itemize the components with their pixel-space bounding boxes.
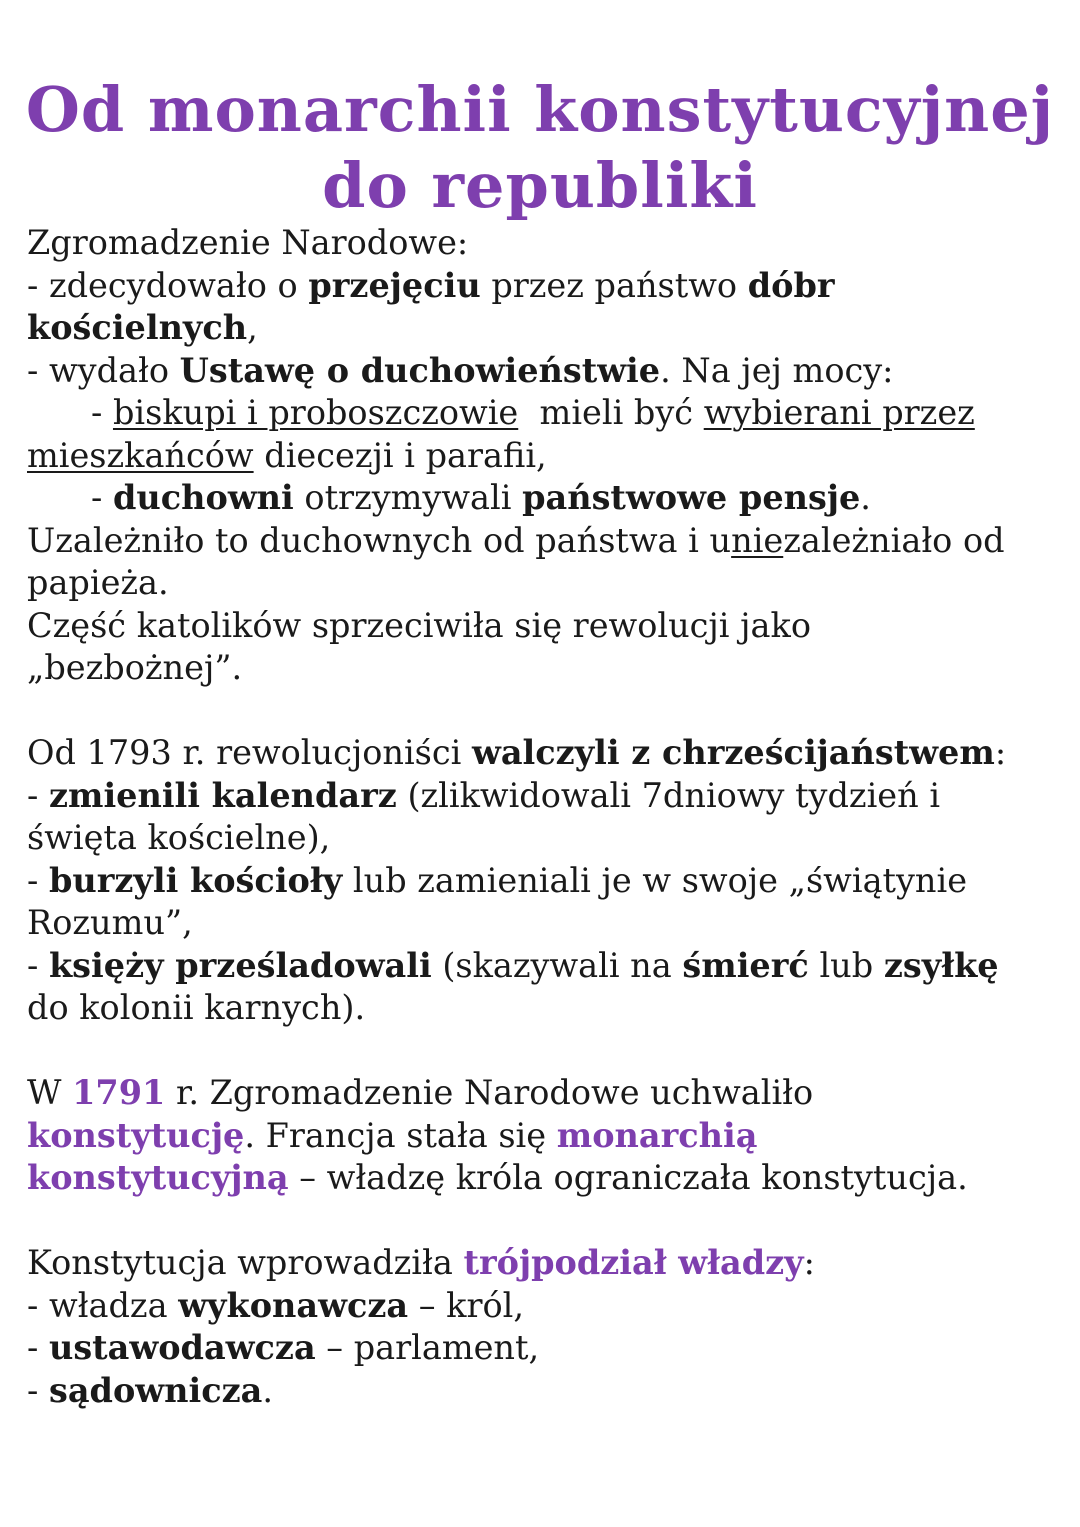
paragraph-gap [27, 1200, 1057, 1243]
bold-text: walczyli z chrześcijaństwem [472, 733, 995, 772]
s1-line [27, 520, 1057, 563]
s4-line [27, 1327, 1057, 1370]
s4-line [27, 1285, 1057, 1328]
text: - [27, 1370, 49, 1410]
text: Od 1793 r. rewolucjoniści [27, 733, 472, 772]
page-title-line-1: Od monarchii konstytucyjnej [25, 72, 1055, 146]
s3-line [27, 1115, 1057, 1158]
text: - [91, 393, 113, 432]
page-title-line-2: do republiki [322, 148, 758, 222]
bold-text: burzyli kościoły [48, 860, 343, 900]
text: Zgromadzenie Narodowe: [27, 223, 469, 262]
underlined-text: mieszkańców [27, 435, 254, 475]
text: . Na jej mocy: [660, 350, 894, 390]
s2-line [27, 902, 1057, 945]
s3-line [27, 1072, 1057, 1115]
s2-line [27, 987, 1057, 1030]
text: : [994, 733, 1007, 772]
text: otrzymywali [293, 478, 523, 517]
bold-text: wykonawcza [178, 1285, 409, 1325]
highlight-text: trójpodział władzy [463, 1243, 804, 1282]
bold-text: śmierć [682, 945, 809, 985]
text: Część katolików sprzeciwiła się rewolucji jako [27, 605, 811, 645]
page-title [0, 72, 1080, 224]
s2-line [27, 945, 1057, 988]
text: Rozumu”, [27, 903, 193, 942]
text: - wydało [27, 350, 180, 390]
text: „bezbożnej”. [27, 648, 243, 687]
underlined-text: nie [731, 520, 784, 560]
s2-line [27, 817, 1057, 860]
text: : [803, 1243, 815, 1282]
text: – parlament, [315, 1328, 540, 1367]
s1-line [27, 647, 1057, 690]
text: święta kościelne), [27, 818, 331, 857]
text: diecezji i parafii, [253, 435, 547, 475]
s1-line [27, 350, 1057, 393]
text: r. Zgromadzenie Narodowe uchwaliło [165, 1073, 814, 1112]
text: - [27, 860, 49, 900]
s1-line [27, 392, 1057, 435]
text: W [27, 1073, 73, 1112]
underlined-text: biskupi i proboszczowie [112, 393, 519, 432]
bold-text: zmienili kalendarz [48, 775, 397, 815]
text: - [27, 775, 49, 815]
paragraph-gap [27, 690, 1057, 733]
s1-line [27, 222, 1057, 265]
bold-text: państwowe pensje [522, 478, 861, 517]
text: – król, [408, 1285, 524, 1325]
bold-text: przejęciu [308, 265, 481, 305]
text: przez państwo [480, 265, 748, 305]
text: zależniało od [783, 520, 1005, 560]
text: – władzę króla ograniczała konstytucja. [288, 1158, 968, 1197]
text: papieża. [27, 563, 169, 602]
bold-text: ustawodawcza [48, 1328, 316, 1367]
bold-text: dóbr [747, 265, 835, 305]
s4-line [27, 1242, 1057, 1285]
bold-text: kościelnych [27, 308, 248, 347]
highlight-text: konstytucję [27, 1115, 245, 1155]
highlight-text: konstytucyjną [27, 1158, 289, 1197]
s1-line [27, 562, 1057, 605]
s1-line [27, 265, 1057, 308]
text: - zdecydowało o [27, 265, 309, 305]
text: (zlikwidowali 7dniowy tydzień i [396, 775, 941, 815]
bold-text: duchowni [112, 478, 294, 517]
s1-line [27, 307, 1057, 350]
bold-text: sądownicza [48, 1370, 263, 1410]
text: , [247, 308, 258, 347]
text: (skazywali na [431, 945, 683, 985]
s4-line [27, 1370, 1057, 1413]
highlight-text: 1791 [72, 1073, 166, 1112]
bold-text: księży prześladowali [48, 945, 432, 985]
text: - [27, 1328, 49, 1367]
text: do kolonii karnych). [27, 988, 366, 1027]
text: - [27, 945, 49, 985]
s1-line [27, 605, 1057, 648]
text: lub [808, 945, 884, 985]
s2-line [27, 732, 1057, 775]
bold-text: Ustawę o duchowieństwie [179, 350, 661, 390]
s2-line [27, 775, 1057, 818]
s3-line [27, 1157, 1057, 1200]
underlined-text: wybierani przez [703, 393, 975, 432]
text: Uzależniło to duchownych od państwa i u [27, 520, 732, 560]
text: - [91, 478, 113, 517]
bold-text: zsyłkę [883, 945, 999, 985]
s2-line [27, 860, 1057, 903]
note-content [27, 222, 1057, 1412]
highlight-text: monarchią [556, 1115, 758, 1155]
text: mieli być [518, 393, 704, 432]
text: . [262, 1370, 274, 1410]
paragraph-gap [27, 1030, 1057, 1073]
text: lub zamieniali je w swoje „świątynie [342, 860, 968, 900]
text: . Francja stała się [244, 1115, 557, 1155]
text: . [860, 478, 871, 517]
s1-line [27, 435, 1057, 478]
text: - władza [27, 1285, 179, 1325]
s1-line [27, 477, 1057, 520]
text: Konstytucja wprowadziła [27, 1243, 464, 1282]
